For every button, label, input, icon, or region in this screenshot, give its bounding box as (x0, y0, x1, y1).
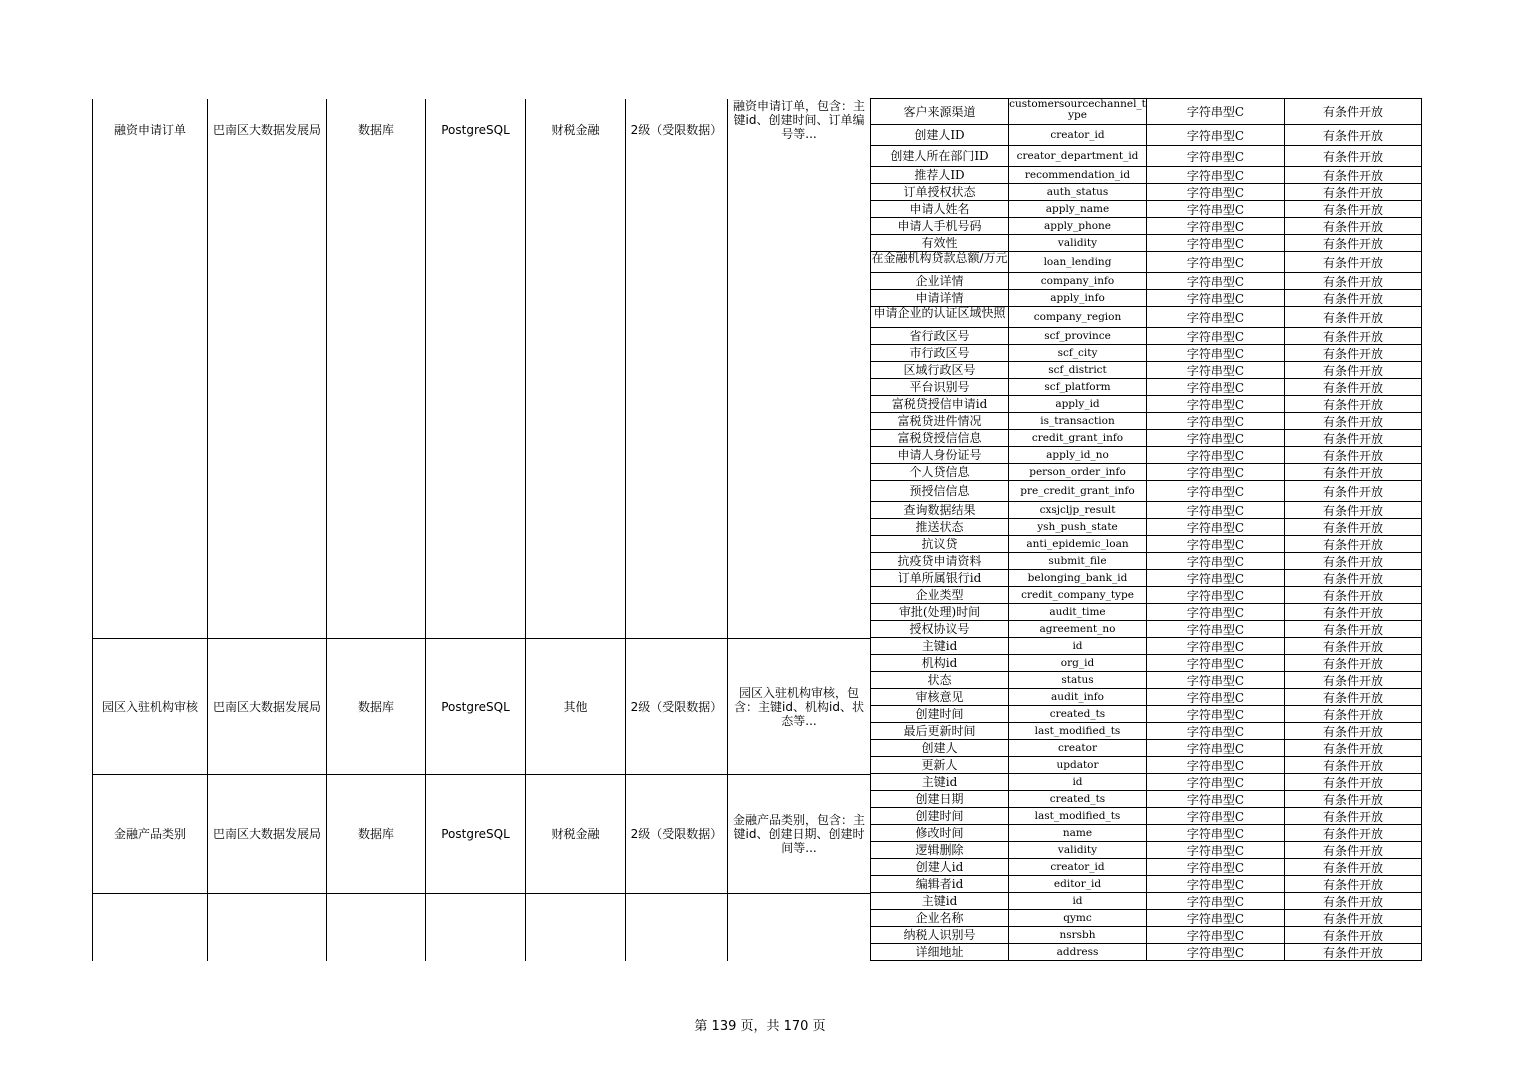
field-open-type: 有条件开放 (1284, 604, 1422, 620)
field-cn-name: 市行政区号 (870, 345, 1008, 361)
field-open-type: 有条件开放 (1284, 125, 1422, 145)
field-en-name: company_info (1008, 273, 1146, 289)
field-cn-name: 创建人id (870, 859, 1008, 875)
field-en-name: id (1008, 638, 1146, 654)
field-data-type: 字符串型C (1146, 252, 1284, 272)
field-en-name: loan_lending (1008, 252, 1146, 272)
field-en-name: cxsjcljp_result (1008, 502, 1146, 518)
field-data-type: 字符串型C (1146, 99, 1284, 124)
field-row (870, 910, 1422, 927)
column-divider (92, 99, 93, 961)
field-open-type: 有条件开放 (1284, 146, 1422, 166)
field-open-type: 有条件开放 (1284, 218, 1422, 234)
group-type (327, 894, 425, 961)
field-cn-name: 主键id (870, 638, 1008, 654)
field-cn-name: 机构id (870, 655, 1008, 671)
group-db (426, 894, 525, 961)
field-row (870, 570, 1422, 587)
table-group (92, 99, 870, 638)
field-row (870, 464, 1422, 481)
field-data-type: 字符串型C (1146, 447, 1284, 463)
field-row (870, 125, 1422, 146)
field-row (870, 536, 1422, 553)
field-data-type: 字符串型C (1146, 290, 1284, 306)
field-cn-name: 预授信信息 (870, 481, 1008, 501)
field-cn-name: 有效性 (870, 235, 1008, 251)
field-cn-name: 修改时间 (870, 825, 1008, 841)
field-open-type: 有条件开放 (1284, 252, 1422, 272)
field-en-name: credit_company_type (1008, 587, 1146, 603)
field-cn-name: 区域行政区号 (870, 362, 1008, 378)
field-open-type: 有条件开放 (1284, 396, 1422, 412)
field-data-type: 字符串型C (1146, 481, 1284, 501)
field-en-name: apply_info (1008, 290, 1146, 306)
field-en-name: is_transaction (1008, 413, 1146, 429)
field-open-type: 有条件开放 (1284, 655, 1422, 671)
field-en-name: creator_id (1008, 125, 1146, 145)
table-group (92, 893, 870, 961)
field-data-type: 字符串型C (1146, 430, 1284, 446)
column-divider (425, 99, 426, 961)
field-data-type: 字符串型C (1146, 893, 1284, 909)
field-cn-name: 授权协议号 (870, 621, 1008, 637)
field-cn-name: 查询数据结果 (870, 502, 1008, 518)
field-row (870, 893, 1422, 910)
field-open-type: 有条件开放 (1284, 519, 1422, 535)
field-data-type: 字符串型C (1146, 791, 1284, 807)
field-cn-name: 申请企业的认证区域快照 (870, 307, 1008, 327)
field-en-name: address (1008, 944, 1146, 960)
field-data-type: 字符串型C (1146, 689, 1284, 705)
column-divider (625, 99, 626, 961)
field-en-name: scf_city (1008, 345, 1146, 361)
field-en-name: scf_district (1008, 362, 1146, 378)
field-en-name: apply_phone (1008, 218, 1146, 234)
group-department: 巴南区大数据发展局 (212, 123, 321, 137)
field-en-name: agreement_no (1008, 621, 1146, 637)
field-row (870, 655, 1422, 672)
field-cn-name: 创建时间 (870, 706, 1008, 722)
field-data-type: 字符串型C (1146, 553, 1284, 569)
field-row (870, 859, 1422, 876)
field-data-type: 字符串型C (1146, 502, 1284, 518)
table-group (92, 638, 870, 774)
field-open-type: 有条件开放 (1284, 893, 1422, 909)
field-en-name: person_order_info (1008, 464, 1146, 480)
field-data-type: 字符串型C (1146, 621, 1284, 637)
field-cn-name: 详细地址 (870, 944, 1008, 960)
field-cn-name: 订单授权状态 (870, 184, 1008, 200)
field-en-name: created_ts (1008, 791, 1146, 807)
field-open-type: 有条件开放 (1284, 413, 1422, 429)
field-cn-name: 平台识别号 (870, 379, 1008, 395)
field-en-name: qymc (1008, 910, 1146, 926)
field-row (870, 774, 1422, 791)
field-open-type: 有条件开放 (1284, 740, 1422, 756)
group-table-name: 金融产品类别 (113, 827, 186, 841)
field-row (870, 842, 1422, 859)
field-cn-name: 在金融机构贷款总额/万元 (870, 252, 1008, 272)
field-data-type: 字符串型C (1146, 125, 1284, 145)
field-data-type: 字符串型C (1146, 396, 1284, 412)
field-cn-name: 审批(处理)时间 (870, 604, 1008, 620)
table-groups (92, 99, 870, 961)
field-cn-name: 创建日期 (870, 791, 1008, 807)
group-description: 金融产品类别，包含：主键id、创建日期、创建时间等... (732, 813, 865, 855)
field-open-type: 有条件开放 (1284, 290, 1422, 306)
field-data-type: 字符串型C (1146, 944, 1284, 960)
field-open-type: 有条件开放 (1284, 672, 1422, 688)
fields-table (870, 99, 1422, 961)
field-cn-name: 富税贷进件情况 (870, 413, 1008, 429)
field-cn-name: 创建人所在部门ID (870, 146, 1008, 166)
field-open-type: 有条件开放 (1284, 774, 1422, 790)
field-row (870, 184, 1422, 201)
field-cn-name: 逻辑删除 (870, 842, 1008, 858)
field-row (870, 740, 1422, 757)
field-row (870, 328, 1422, 345)
field-cn-name: 审核意见 (870, 689, 1008, 705)
field-en-name: status (1008, 672, 1146, 688)
field-open-type: 有条件开放 (1284, 201, 1422, 217)
group-table-name: 融资申请订单 (113, 123, 186, 137)
group-type: 数据库 (357, 827, 394, 841)
field-en-name: validity (1008, 235, 1146, 251)
group-db: PostgreSQL (441, 123, 510, 137)
field-data-type: 字符串型C (1146, 927, 1284, 943)
group-db: PostgreSQL (441, 827, 510, 841)
field-en-name: editor_id (1008, 876, 1146, 892)
field-open-type: 有条件开放 (1284, 587, 1422, 603)
field-row (870, 201, 1422, 218)
field-cn-name: 更新人 (870, 757, 1008, 773)
field-open-type: 有条件开放 (1284, 553, 1422, 569)
field-row (870, 723, 1422, 740)
field-open-type: 有条件开放 (1284, 791, 1422, 807)
field-data-type: 字符串型C (1146, 273, 1284, 289)
field-open-type: 有条件开放 (1284, 99, 1422, 124)
field-row (870, 146, 1422, 167)
field-cn-name: 主键id (870, 774, 1008, 790)
field-row (870, 825, 1422, 842)
group-description: 园区入驻机构审核，包含：主键id、机构id、状态等... (734, 685, 864, 728)
field-data-type: 字符串型C (1146, 757, 1284, 773)
field-row (870, 362, 1422, 379)
field-open-type: 有条件开放 (1284, 184, 1422, 200)
group-table-name (93, 894, 207, 961)
group-description: 融资申请订单，包含：主键id、创建时间、订单编号等... (732, 99, 865, 141)
field-data-type: 字符串型C (1146, 859, 1284, 875)
field-row (870, 252, 1422, 273)
field-row (870, 944, 1422, 961)
field-en-name: company_region (1008, 307, 1146, 327)
field-en-name: customersourcechannel_type (1008, 99, 1146, 124)
field-cn-name: 纳税人识别号 (870, 927, 1008, 943)
field-cn-name: 个人贷信息 (870, 464, 1008, 480)
field-en-name: scf_platform (1008, 379, 1146, 395)
field-row (870, 502, 1422, 519)
field-row (870, 519, 1422, 536)
field-open-type: 有条件开放 (1284, 536, 1422, 552)
field-cn-name: 企业名称 (870, 910, 1008, 926)
field-en-name: scf_province (1008, 328, 1146, 344)
field-open-type: 有条件开放 (1284, 235, 1422, 251)
field-data-type: 字符串型C (1146, 774, 1284, 790)
field-open-type: 有条件开放 (1284, 638, 1422, 654)
field-en-name: recommendation_id (1008, 167, 1146, 183)
field-open-type: 有条件开放 (1284, 502, 1422, 518)
field-data-type: 字符串型C (1146, 808, 1284, 824)
field-en-name: creator_id (1008, 859, 1146, 875)
field-open-type: 有条件开放 (1284, 447, 1422, 463)
field-en-name: nsrsbh (1008, 927, 1146, 943)
field-open-type: 有条件开放 (1284, 345, 1422, 361)
field-row (870, 689, 1422, 706)
field-en-name: last_modified_ts (1008, 723, 1146, 739)
field-en-name: audit_time (1008, 604, 1146, 620)
field-open-type: 有条件开放 (1284, 910, 1422, 926)
field-en-name: id (1008, 893, 1146, 909)
field-data-type: 字符串型C (1146, 379, 1284, 395)
field-en-name: ysh_push_state (1008, 519, 1146, 535)
field-cn-name: 最后更新时间 (870, 723, 1008, 739)
field-en-name: anti_epidemic_loan (1008, 536, 1146, 552)
field-open-type: 有条件开放 (1284, 328, 1422, 344)
field-row (870, 808, 1422, 825)
group-category: 财税金融 (551, 827, 600, 841)
field-cn-name: 申请人姓名 (870, 201, 1008, 217)
field-open-type: 有条件开放 (1284, 464, 1422, 480)
field-data-type: 字符串型C (1146, 307, 1284, 327)
field-data-type: 字符串型C (1146, 519, 1284, 535)
field-cn-name: 推荐人ID (870, 167, 1008, 183)
column-divider (525, 99, 526, 961)
field-data-type: 字符串型C (1146, 536, 1284, 552)
group-department: 巴南区大数据发展局 (212, 827, 321, 841)
field-data-type: 字符串型C (1146, 842, 1284, 858)
field-en-name: creator_department_id (1008, 146, 1146, 166)
field-open-type: 有条件开放 (1284, 723, 1422, 739)
field-en-name: creator (1008, 740, 1146, 756)
field-en-name: id (1008, 774, 1146, 790)
field-cn-name: 申请人手机号码 (870, 218, 1008, 234)
field-data-type: 字符串型C (1146, 587, 1284, 603)
field-row (870, 345, 1422, 362)
field-row (870, 99, 1422, 125)
field-data-type: 字符串型C (1146, 218, 1284, 234)
field-en-name: submit_file (1008, 553, 1146, 569)
field-data-type: 字符串型C (1146, 876, 1284, 892)
table-group (92, 774, 870, 893)
field-cn-name: 创建人 (870, 740, 1008, 756)
field-row (870, 290, 1422, 307)
group-table-name: 园区入驻机构审核 (101, 699, 198, 714)
field-data-type: 字符串型C (1146, 146, 1284, 166)
field-row (870, 757, 1422, 774)
group-category: 其他 (563, 699, 588, 714)
field-row (870, 307, 1422, 328)
field-data-type: 字符串型C (1146, 345, 1284, 361)
group-category (526, 894, 625, 961)
field-data-type: 字符串型C (1146, 570, 1284, 586)
field-data-type: 字符串型C (1146, 464, 1284, 480)
field-data-type: 字符串型C (1146, 655, 1284, 671)
field-row (870, 604, 1422, 621)
field-en-name: apply_id (1008, 396, 1146, 412)
field-en-name: pre_credit_grant_info (1008, 481, 1146, 501)
group-category: 财税金融 (551, 123, 600, 137)
field-cn-name: 推送状态 (870, 519, 1008, 535)
field-open-type: 有条件开放 (1284, 167, 1422, 183)
group-level: 2级（受限数据） (630, 123, 723, 137)
group-level: 2级（受限数据） (630, 827, 723, 841)
field-row (870, 876, 1422, 893)
field-cn-name: 富税贷授信信息 (870, 430, 1008, 446)
group-level (626, 894, 727, 961)
field-cn-name: 申请人身份证号 (870, 447, 1008, 463)
field-cn-name: 企业详情 (870, 273, 1008, 289)
field-open-type: 有条件开放 (1284, 876, 1422, 892)
field-data-type: 字符串型C (1146, 362, 1284, 378)
column-divider (207, 99, 208, 961)
field-cn-name: 企业类型 (870, 587, 1008, 603)
field-row (870, 706, 1422, 723)
field-en-name: updator (1008, 757, 1146, 773)
field-open-type: 有条件开放 (1284, 481, 1422, 501)
field-en-name: validity (1008, 842, 1146, 858)
field-cn-name: 编辑者id (870, 876, 1008, 892)
field-data-type: 字符串型C (1146, 910, 1284, 926)
field-cn-name: 状态 (870, 672, 1008, 688)
field-data-type: 字符串型C (1146, 328, 1284, 344)
field-row (870, 413, 1422, 430)
field-row (870, 396, 1422, 413)
field-data-type: 字符串型C (1146, 201, 1284, 217)
field-en-name: audit_info (1008, 689, 1146, 705)
field-cn-name: 申请详情 (870, 290, 1008, 306)
field-row (870, 379, 1422, 396)
field-open-type: 有条件开放 (1284, 859, 1422, 875)
field-data-type: 字符串型C (1146, 235, 1284, 251)
group-db: PostgreSQL (441, 699, 510, 714)
field-en-name: apply_name (1008, 201, 1146, 217)
field-data-type: 字符串型C (1146, 672, 1284, 688)
column-divider (326, 99, 327, 961)
field-cn-name: 创建人ID (870, 125, 1008, 145)
field-data-type: 字符串型C (1146, 184, 1284, 200)
field-cn-name: 抗议贷 (870, 536, 1008, 552)
field-row (870, 587, 1422, 604)
field-open-type: 有条件开放 (1284, 689, 1422, 705)
field-cn-name: 创建时间 (870, 808, 1008, 824)
field-cn-name: 订单所属银行id (870, 570, 1008, 586)
field-row (870, 791, 1422, 808)
field-cn-name: 主键id (870, 893, 1008, 909)
field-open-type: 有条件开放 (1284, 706, 1422, 722)
field-data-type: 字符串型C (1146, 706, 1284, 722)
field-data-type: 字符串型C (1146, 413, 1284, 429)
field-cn-name: 客户来源渠道 (870, 99, 1008, 124)
group-level: 2级（受限数据） (630, 699, 723, 714)
field-en-name: credit_grant_info (1008, 430, 1146, 446)
field-row (870, 218, 1422, 235)
field-data-type: 字符串型C (1146, 638, 1284, 654)
field-open-type: 有条件开放 (1284, 362, 1422, 378)
group-description (728, 894, 870, 961)
field-open-type: 有条件开放 (1284, 825, 1422, 841)
field-en-name: last_modified_ts (1008, 808, 1146, 824)
field-cn-name: 省行政区号 (870, 328, 1008, 344)
group-type: 数据库 (357, 123, 394, 137)
field-en-name: belonging_bank_id (1008, 570, 1146, 586)
group-type: 数据库 (357, 699, 394, 714)
field-row (870, 553, 1422, 570)
field-open-type: 有条件开放 (1284, 842, 1422, 858)
field-row (870, 235, 1422, 252)
field-row (870, 672, 1422, 689)
column-divider (727, 99, 728, 961)
field-data-type: 字符串型C (1146, 167, 1284, 183)
field-open-type: 有条件开放 (1284, 757, 1422, 773)
field-data-type: 字符串型C (1146, 604, 1284, 620)
field-data-type: 字符串型C (1146, 723, 1284, 739)
field-row (870, 638, 1422, 655)
group-department (208, 894, 326, 961)
field-open-type: 有条件开放 (1284, 944, 1422, 960)
field-en-name: auth_status (1008, 184, 1146, 200)
field-row (870, 481, 1422, 502)
field-row (870, 447, 1422, 464)
field-cn-name: 富税贷授信申请id (870, 396, 1008, 412)
field-data-type: 字符串型C (1146, 740, 1284, 756)
field-cn-name: 抗疫贷申请资料 (870, 553, 1008, 569)
field-open-type: 有条件开放 (1284, 808, 1422, 824)
field-en-name: apply_id_no (1008, 447, 1146, 463)
field-row (870, 430, 1422, 447)
field-open-type: 有条件开放 (1284, 430, 1422, 446)
field-row (870, 273, 1422, 290)
field-open-type: 有条件开放 (1284, 621, 1422, 637)
field-en-name: org_id (1008, 655, 1146, 671)
field-open-type: 有条件开放 (1284, 570, 1422, 586)
field-open-type: 有条件开放 (1284, 273, 1422, 289)
field-open-type: 有条件开放 (1284, 379, 1422, 395)
group-department: 巴南区大数据发展局 (212, 699, 321, 714)
field-open-type: 有条件开放 (1284, 927, 1422, 943)
page-footer: 第 139 页，共 170 页 (694, 1019, 826, 1034)
field-row (870, 927, 1422, 944)
field-en-name: name (1008, 825, 1146, 841)
field-row (870, 621, 1422, 638)
field-row (870, 167, 1422, 184)
field-data-type: 字符串型C (1146, 825, 1284, 841)
field-open-type: 有条件开放 (1284, 307, 1422, 327)
field-en-name: created_ts (1008, 706, 1146, 722)
